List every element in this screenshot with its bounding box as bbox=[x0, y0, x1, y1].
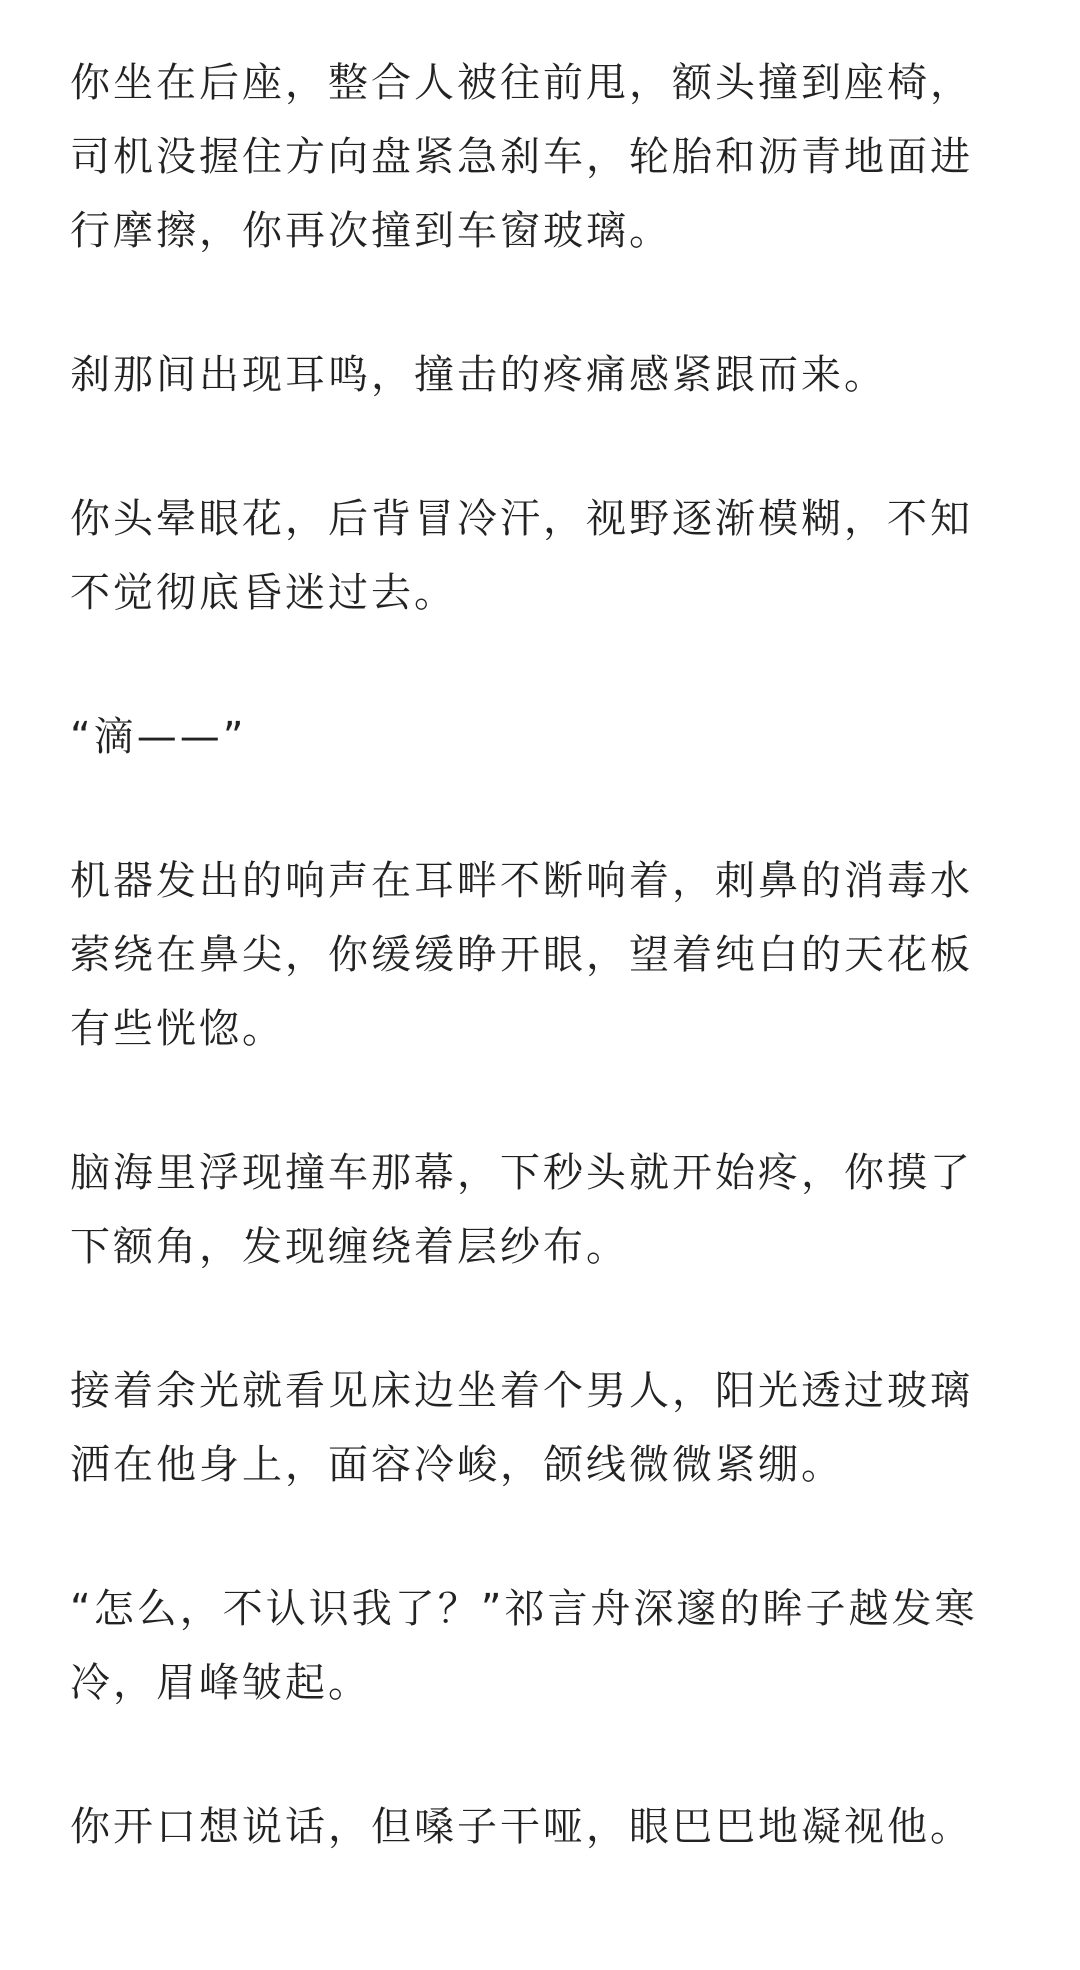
paragraph: “怎么，不认识我了？”祁言舟深邃的眸子越发寒冷，眉峰皱起。 bbox=[70, 1586, 978, 1706]
paragraph: 你坐在后座，整合人被往前甩，额头撞到座椅，司机没握住方向盘紧急刹车，轮胎和沥青地面进行摩擦，你再次撞到车窗玻璃。 bbox=[70, 60, 973, 254]
paragraph: 接着余光就看见床边坐着个男人，阳光透过玻璃洒在他身上，面容冷峻，颌线微微紧绷。 bbox=[70, 1368, 973, 1488]
paragraph: “滴——” bbox=[70, 714, 247, 760]
paragraph: 机器发出的响声在耳畔不断响着，刺鼻的消毒水萦绕在鼻尖，你缓缓睁开眼，望着纯白的天花板有些恍惚。 bbox=[70, 858, 973, 1052]
paragraph: 你开口想说话，但嗓子干哑，眼巴巴地凝视他。 bbox=[70, 1804, 973, 1850]
paragraph: 你头晕眼花，后背冒冷汗，视野逐渐模糊，不知不觉彻底昏迷过去。 bbox=[70, 496, 973, 616]
paragraph: 脑海里浮现撞车那幕，下秒头就开始疼，你摸了下额角，发现缠绕着层纱布。 bbox=[70, 1150, 973, 1270]
paragraph: 刹那间出现耳鸣，撞击的疼痛感紧跟而来。 bbox=[70, 352, 887, 398]
